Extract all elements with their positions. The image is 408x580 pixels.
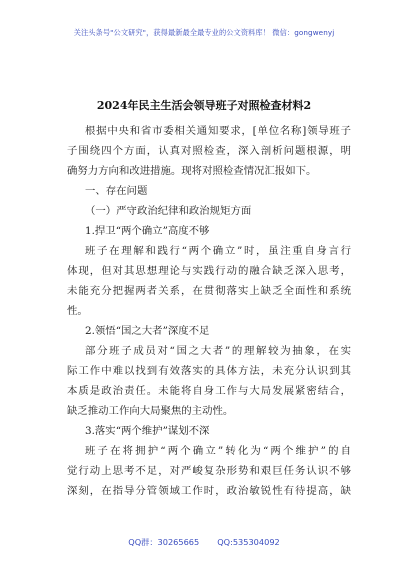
footer-qq-group: QQ群：30265665 [128, 537, 200, 547]
item-heading: 3.落实“两个维护”谋划不深 [85, 425, 210, 437]
paragraph-line: 觉行动上思考不足，对严峻复杂形势和艰巨任务认识不够 [67, 465, 351, 477]
footer [0, 537, 408, 548]
page-title: 2024年民主生活会领导班子对照检查材料2 [96, 99, 312, 112]
item-heading: 1.捍卫“两个确立”高度不够 [85, 225, 210, 237]
header-banner: 关注头条号"公文研究"，获得最新最全最专业的公文资料库！ 微信：gongwenyj [73, 28, 335, 37]
paragraph-line: 性。 [67, 305, 88, 317]
paragraph-line: 未能充分把握两者关系，在贯彻落实上缺乏全面性和系统 [67, 285, 351, 297]
paragraph-line: 班子在将拥护“两个确立”转化为“两个维护”的自 [85, 445, 351, 457]
footer-qq: QQ:535304092 [217, 537, 280, 547]
paragraph-line: 本质是政治责任。未能将自身工作与大局发展紧密结合， [67, 385, 351, 397]
section-heading: 一、存在问题 [85, 185, 148, 197]
item-heading: 2.领悟“国之大者”深度不足 [85, 325, 210, 337]
intro-line: 子围绕四个方面，认真对照检查，深入剖析问题根源，明 [67, 145, 351, 157]
paragraph-line: 体现，但对其思想理论与实践行动的融合缺乏深入思考， [67, 265, 351, 277]
paragraph-line: 深刻，在指导分管领域工作时，政治敏锐性有待提高，缺 [67, 485, 351, 497]
paragraph-line: 班子在理解和践行“两个确立”时，虽注重自身言行 [85, 245, 351, 257]
subsection-heading: （一）严守政治纪律和政治规矩方面 [85, 205, 252, 217]
paragraph-line: 际工作中难以找到有效落实的具体方法，未充分认识到其 [67, 365, 351, 377]
paragraph-line: 部分班子成员对“国之大者”的理解较为抽象，在实 [85, 345, 351, 357]
intro-line: 根据中央和省市委相关通知要求，[单位名称]领导班子 [85, 125, 351, 137]
paragraph-line: 缺乏推动工作向大局聚焦的主动性。 [67, 405, 234, 417]
intro-line: 确努力方向和改进措施。现将对照检查情况汇报如下。 [67, 165, 317, 177]
